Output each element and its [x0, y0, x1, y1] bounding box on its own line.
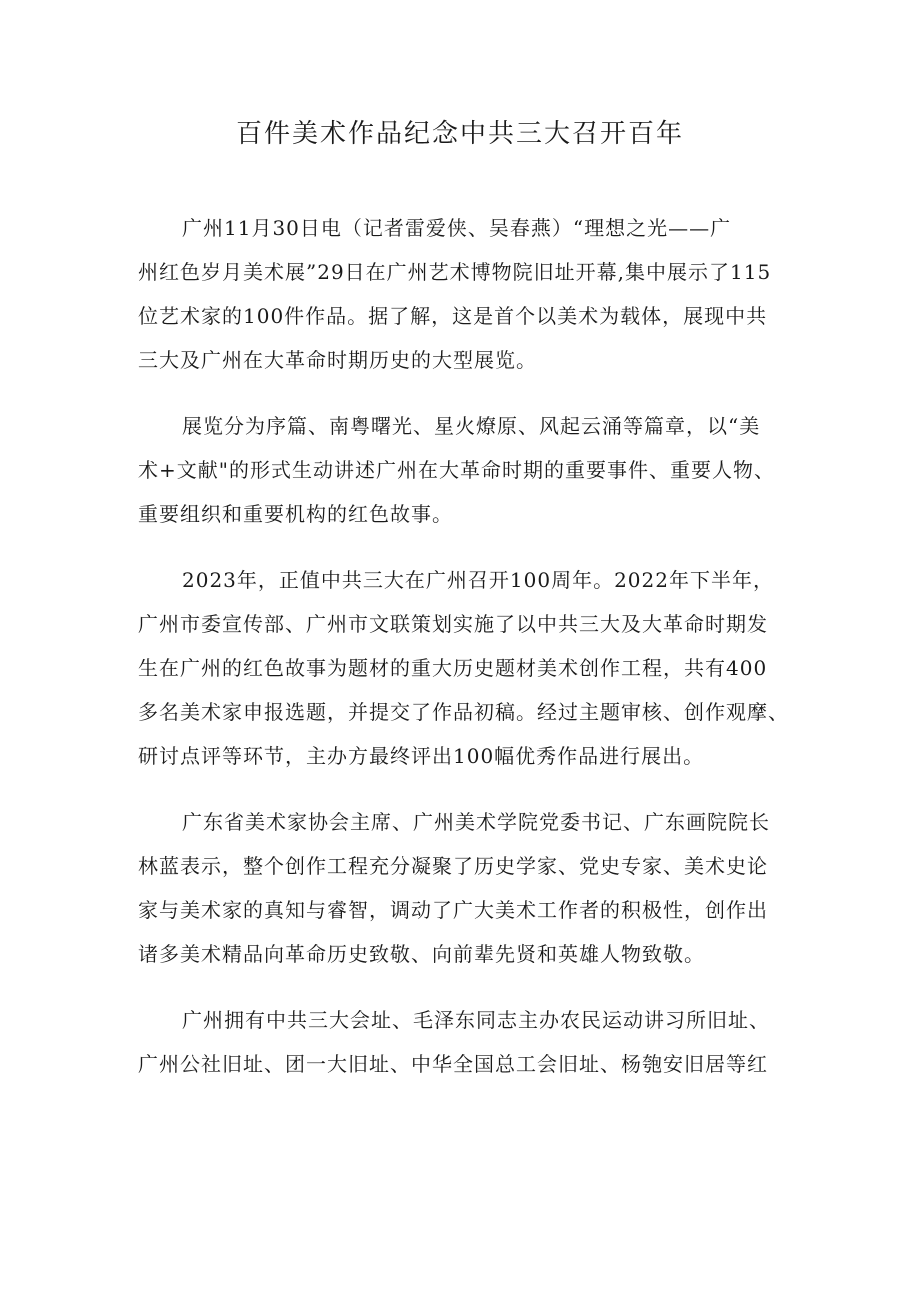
paragraph-line: 家与美术家的真知与睿智，调动了广大美术工作者的积极性，创作出 [138, 898, 768, 922]
paragraph-3 [138, 558, 798, 778]
paragraph-line: 州红色岁月美术展”29日在广州艺术博物院旧址开幕,集中展示了115 [138, 260, 772, 284]
paragraph-line: 广州11月30日电（记者雷爱侠、吴春燕）“理想之光——广 [182, 216, 732, 240]
paragraph-line: 三大及广州在大革命时期历史的大型展览。 [138, 348, 537, 372]
paragraph-line: 诸多美术精品向革命历史致敬、向前辈先贤和英雄人物致敬。 [138, 942, 705, 966]
paragraph-1 [138, 206, 798, 382]
paragraph-line: 位艺术家的100件作品。据了解，这是首个以美术为载体，展现中共 [138, 304, 768, 328]
paragraph-line: 多名美术家申报选题，并提交了作品初稿。经过主题审核、创作观摩、 [138, 700, 789, 724]
paragraph-line: 2023年，正值中共三大在广州召开100周年。2022年下半年， [182, 568, 774, 592]
paragraph-5 [138, 998, 798, 1086]
document-body [138, 206, 798, 1108]
paragraph-line: 重要组织和重要机构的红色故事。 [138, 502, 453, 526]
paragraph-line: 广州拥有中共三大会址、毛泽东同志主办农民运动讲习所旧址、 [182, 1008, 770, 1032]
document-title: 百件美术作品纪念中共三大召开百年 [235, 119, 684, 149]
paragraph-line: 生在广州的红色故事为题材的重大历史题材美术创作工程，共有400 [138, 656, 768, 680]
paragraph-4 [138, 800, 798, 976]
paragraph-line: 广州市委宣传部、广州市文联策划实施了以中共三大及大革命时期发 [138, 612, 768, 636]
paragraph-line: 研讨点评等环节，主办方最终评出100幅优秀作品进行展出。 [138, 744, 705, 768]
paragraph-2 [138, 404, 798, 536]
paragraph-line: 广州公社旧址、团一大旧址、中华全国总工会旧址、杨匏安旧居等红 [138, 1052, 768, 1076]
paragraph-line: 广东省美术家协会主席、广州美术学院党委书记、广东画院院长 [182, 810, 770, 834]
paragraph-line: 展览分为序篇、南粤曙光、星火燎原、风起云涌等篇章，以“美 [182, 414, 761, 438]
paragraph-line: 林蓝表示，整个创作工程充分凝聚了历史学家、党史专家、美术史论 [138, 854, 768, 878]
paragraph-line: 术+文献"的形式生动讲述广州在大革命时期的重要事件、重要人物、 [138, 458, 775, 482]
